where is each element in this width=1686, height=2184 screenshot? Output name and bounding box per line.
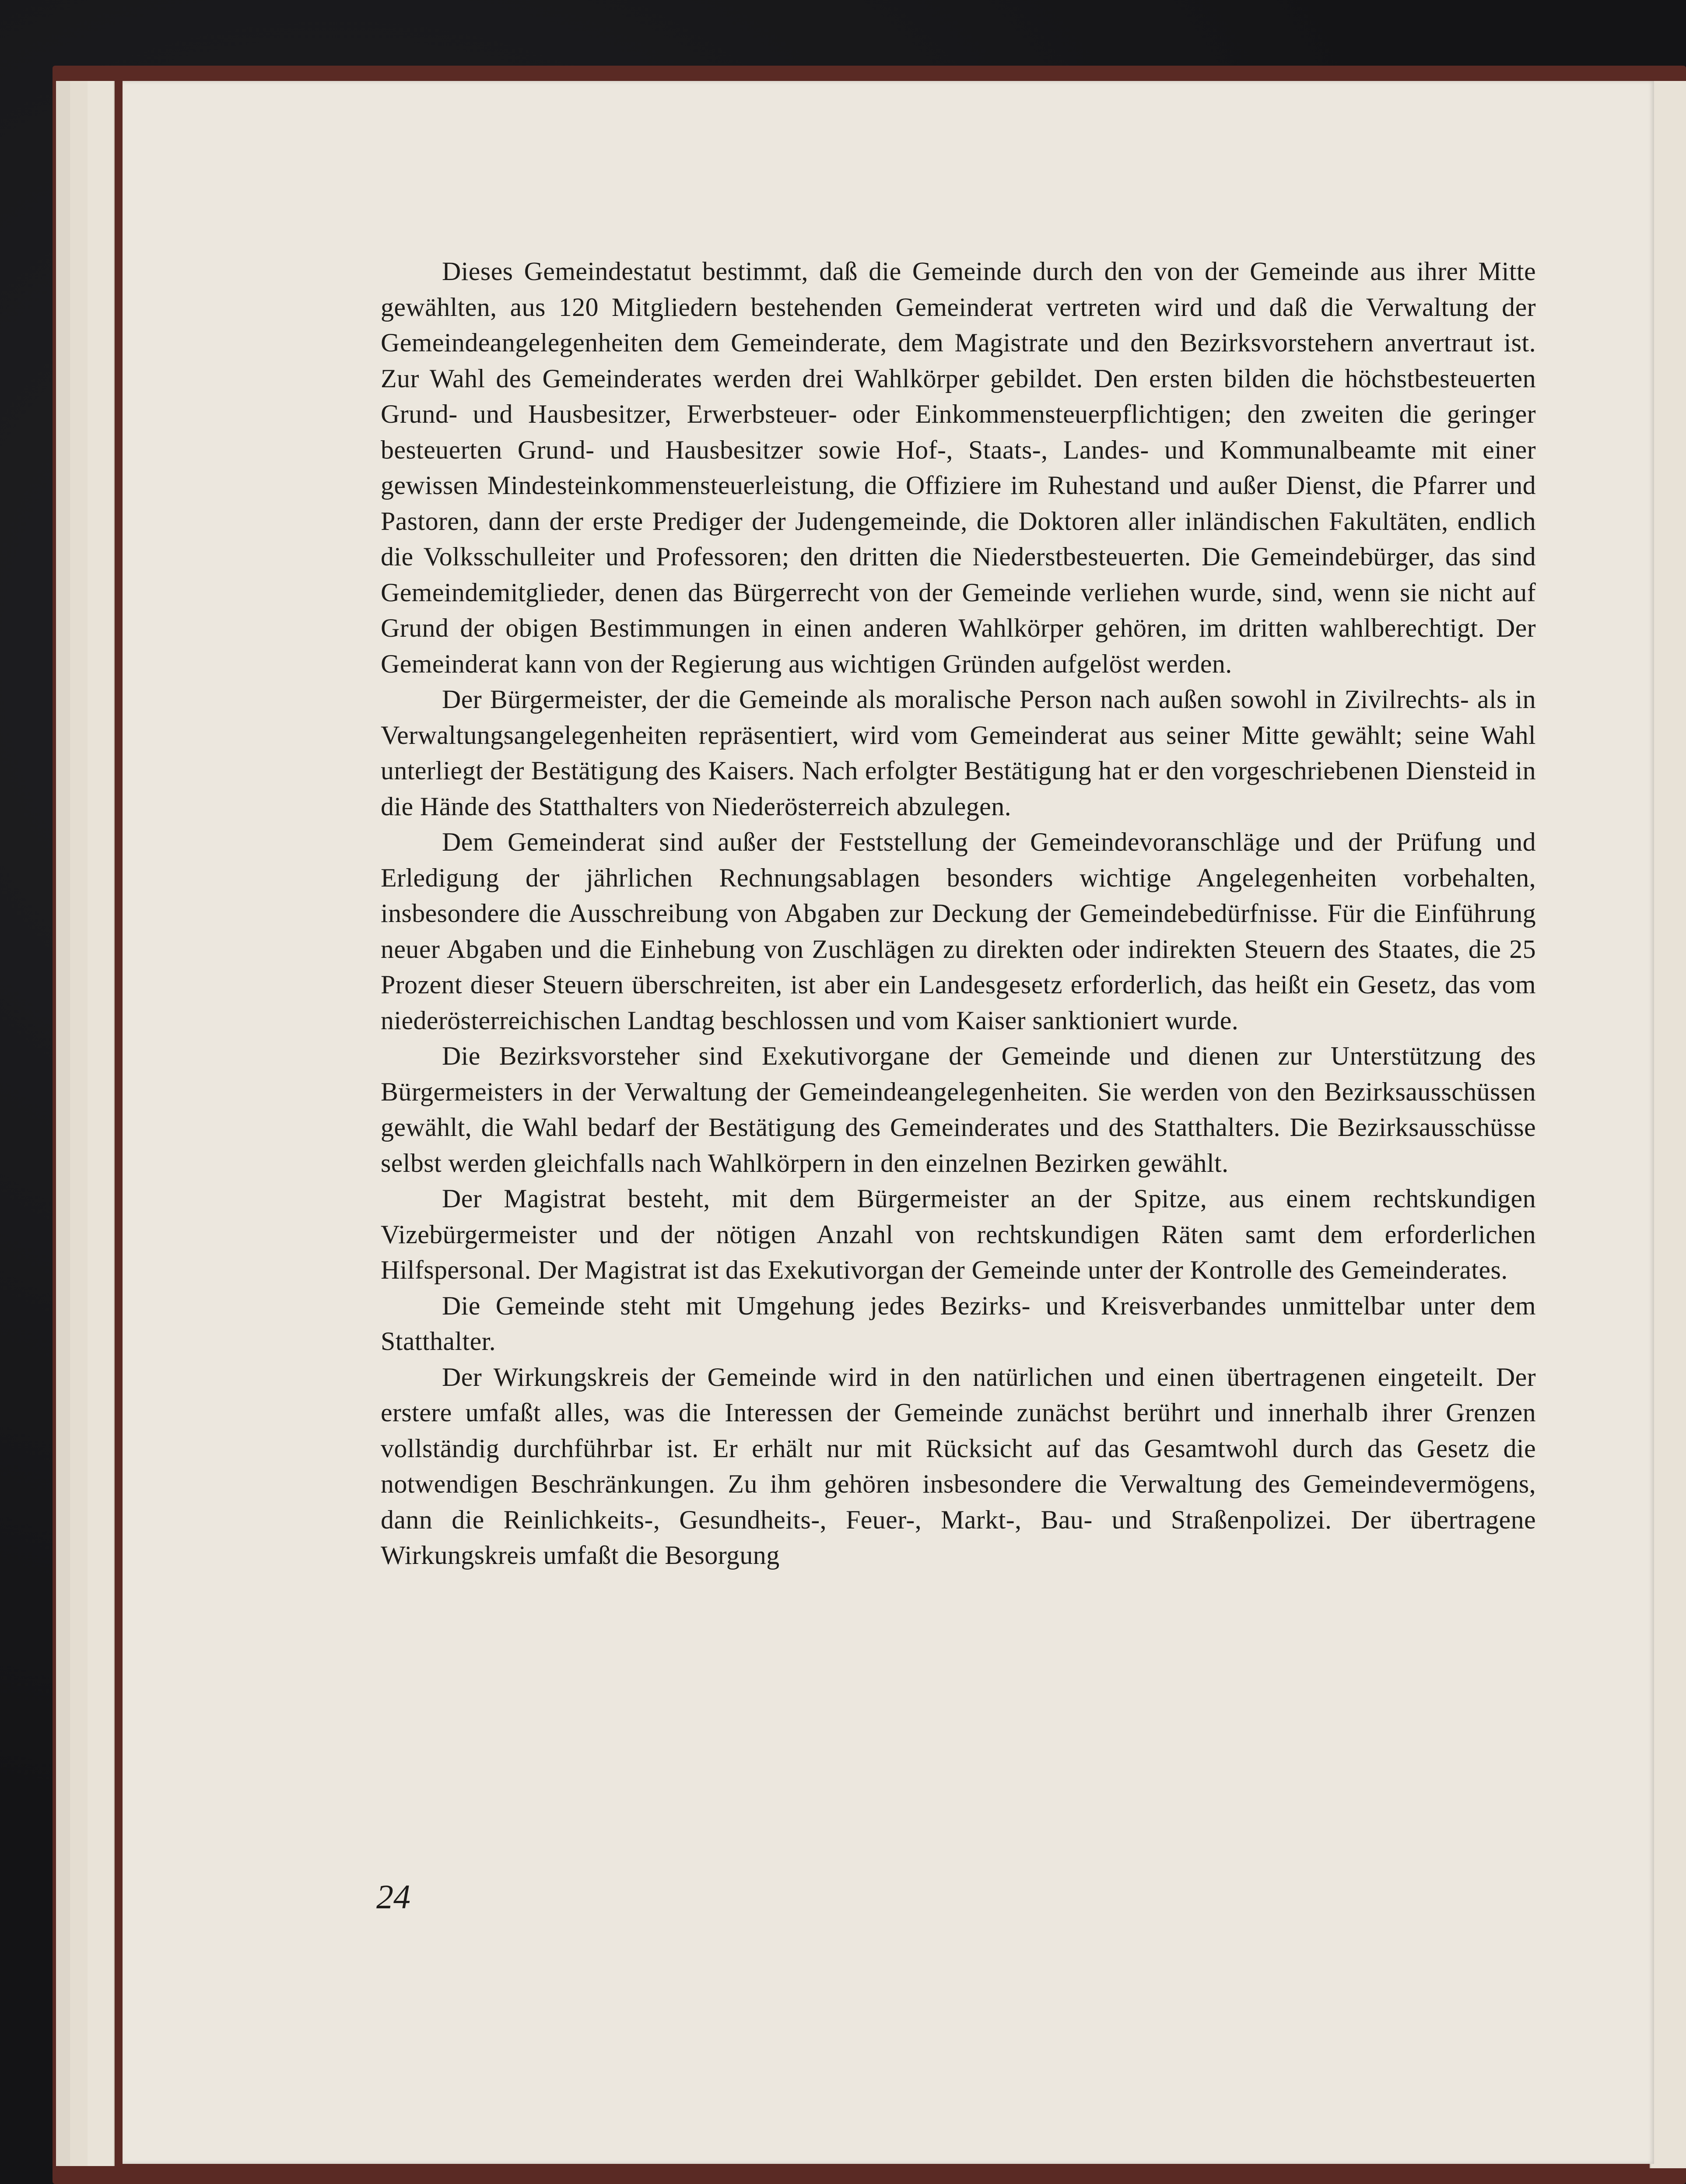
page-edge-right bbox=[1650, 81, 1686, 2168]
paragraph: Der Wirkungskreis der Gemeinde wird in den natürlichen und einen übertragenen eingeteilt. Der erstere umfaßt alles, was die Interessen der Gemeinde zunächst berührt und innerhalb ihrer Grenzen vollständig durchführbar ist. Er erhält nur mit Rücksicht auf das Gesamtwohl durch das Gesetz die notwendigen Beschränkungen. Zu ihm gehören insbesondere die Verwaltung des Gemeindevermögens, dann die Reinlichkeits-, Gesundheits-, Feuer-, Markt-, Bau- und Straßenpolizei. Der übertragene Wirkungskreis umfaßt die Besorgung bbox=[381, 1362, 1536, 1570]
book-page bbox=[123, 81, 1654, 2164]
paragraph: Die Bezirksvorsteher sind Exekutivorgane der Gemeinde und dienen zur Unterstützung des Bürgermeisters in der Verwaltung der Gemeindeangelegenheiten. Sie werden von den Bezirksausschüssen gewählt, die Wahl bedarf der Bestätigung des Gemeinderates und des Statthalters. Die Bezirksausschüsse selbst werden gleichfalls nach Wahlkörpern in den einzelnen Bezirken gewählt. bbox=[381, 1041, 1536, 1178]
page-number: 24 bbox=[376, 1878, 410, 1916]
paragraph: Dem Gemeinderat sind außer der Feststellung der Gemeindevoranschläge und der Prüfung und Erledigung der jährlichen Rechnungsablagen besonders wichtige Angelegenheiten vorbehalten, insbesondere die Ausschreibung von Abgaben zur Deckung der Gemeindebedürfnisse. Für die Einführung neuer Abgaben und die Einhebung von Zuschlägen zu direkten oder indirekten Steuern des Staates, die 25 Prozent dieser Steuern überschreiten, ist aber ein Landesgesetz erforderlich, das heißt ein Gesetz, das vom niederösterreichischen Landtag beschlossen und vom Kaiser sanktioniert wurde. bbox=[381, 827, 1536, 1035]
body-text bbox=[381, 254, 1536, 1574]
page-edge bbox=[88, 81, 115, 2166]
paragraph: Die Gemeinde steht mit Umgehung jedes Bezirks- und Kreisverbandes unmittelbar unter dem Statthalter. bbox=[381, 1291, 1536, 1356]
paragraph: Dieses Gemeindestatut bestimmt, daß die Gemeinde durch den von der Gemeinde aus ihrer Mitte gewählten, aus 120 Mitgliedern bestehenden Gemeinderat vertreten wird und daß die Verwaltung der Gemeindeangelegenheiten dem Gemeinderate, dem Magistrate und den Bezirksvorstehern anvertraut ist. Zur Wahl des Gemeinderates werden drei Wahlkörper gebildet. Den ersten bilden die höchstbesteuerten Grund- und Hausbesitzer, Erwerbsteuer- oder Einkommensteuerpflichtigen; den zweiten die geringer besteuerten Grund- und Hausbesitzer sowie Hof-, Staats-, Landes- und Kommunalbeamte mit einer gewissen Mindesteinkommensteuerleistung, die Offiziere im Ruhestand und außer Dienst, die Pfarrer und Pastoren, dann der erste Prediger der Judengemeinde, die Doktoren aller inländischen Fakultäten, endlich die Volksschulleiter und Professoren; den dritten die Niederstbesteuerten. Die Gemeindebürger, das sind Gemeindemitglieder, denen das Bürgerrecht von der Gemeinde verliehen wurde, sind, wenn sie nicht auf Grund der obigen Bestimmungen in einen anderen Wahlkörper gehören, im dritten wahlberechtigt. Der Gemeinderat kann von der Regierung aus wichtigen Gründen aufgelöst werden. bbox=[381, 257, 1536, 678]
paragraph: Der Bürgermeister, der die Gemeinde als moralische Person nach außen sowohl in Zivilrechts- als in Verwaltungsangelegenheiten repräsentiert, wird vom Gemeinderat aus seiner Mitte gewählt; seine Wahl unterliegt der Bestätigung des Kaisers. Nach erfolgter Bestätigung hat er den vorgeschriebenen Diensteid in die Hände des Statthalters von Niederösterreich abzulegen. bbox=[381, 685, 1536, 821]
paragraph: Der Magistrat besteht, mit dem Bürgermeister an der Spitze, aus einem rechtskundigen Vizebürgermeister und der nötigen Anzahl von rechtskundigen Räten samt dem erforderlichen Hilfspersonal. Der Magistrat ist das Exekutivorgan der Gemeinde unter der Kontrolle des Gemeinderates. bbox=[381, 1184, 1536, 1284]
